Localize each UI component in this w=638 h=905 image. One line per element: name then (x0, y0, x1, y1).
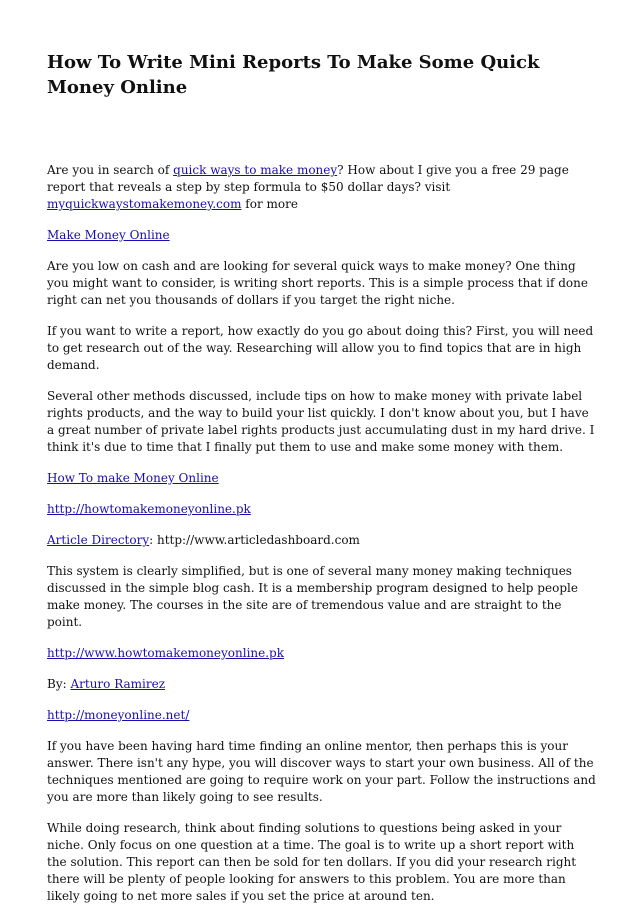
article-directory-link[interactable]: Article Directory (47, 533, 150, 547)
article-body (47, 162, 598, 905)
paragraph-plr-products: Several other methods discussed, include tips on how to make money with private label rights products, and the way to build your list quickly. I don't know about you, but I have a great number of private label rights products just accumulating dust in my hard drive. I think it's due to time that I finally put them to use and make some money with them. (47, 389, 595, 454)
paragraph-niche: While doing research, think about finding solutions to questions being asked in your niche. Only focus on one question at a time. The goal is to write up a short report with the solution. This report can then be sold for ten dollars. If you did your research right there will be plenty of people looking for answers to this problem. You are more than likely going to net more sales if you set the price at around ten. (47, 821, 577, 903)
how-to-line (47, 470, 597, 487)
paragraph-mentor: If you have been having hard time finding an online mentor, then perhaps this is your answer. There isn't any hype, you will discover ways to start your own business. All of the techniques mentioned are going to require work on your part. Follow the instructions and you are more than likely going to see results. (47, 739, 596, 804)
paragraph-intro (47, 162, 597, 213)
intro-text-before: Are you in search of (47, 163, 174, 177)
article-directory-url: : http://www.articledashboard.com (149, 533, 360, 547)
myquickways-link[interactable]: myquickwaystomakemoney.com (47, 197, 242, 211)
make-money-online-line (47, 227, 597, 244)
howtomakemoneyonline-link[interactable]: http://howtomakemoneyonline.pk (47, 502, 251, 516)
paragraph-research: If you want to write a report, how exactly do you go about doing this? First, you will need to get research out of the way. Researching will allow you to find topics that are in high demand. (47, 324, 594, 372)
url3-line (47, 707, 597, 724)
intro-text-after: for more (241, 197, 298, 211)
paragraph-low-on-cash: Are you low on cash and are looking for several quick ways to make money? One thing you might want to consider, is writing short reports. This is a simple process that if done right can net you thousands of dollars if you target the right niche. (47, 259, 588, 307)
intro-text-middle: ? How about I give you a free 29 page report that reveals a step by step formula to $50 dollar days? visit (47, 163, 569, 194)
howtomakemoneyonline-www-link[interactable]: http://www.howtomakemoneyonline.pk (47, 646, 285, 660)
article-directory-line (47, 532, 597, 549)
url1-line (47, 501, 597, 518)
byline-prefix: By: (47, 677, 71, 691)
moneyonline-link[interactable]: http://moneyonline.net/ (47, 708, 190, 722)
url2-line (47, 645, 597, 662)
make-money-online-link[interactable]: Make Money Online (47, 228, 170, 242)
byline (47, 676, 597, 693)
paragraph-system: This system is clearly simplified, but is one of several many money making techniques discussed in the simple blog cash. It is a membership program designed to help people make money. The courses in the site are of tremendous value and are straight to the point. (47, 564, 578, 629)
quick-ways-link[interactable]: quick ways to make money (173, 163, 338, 177)
article-title: How To Write Mini Reports To Make Some Quick Money Online (47, 52, 540, 98)
how-to-make-money-link[interactable]: How To make Money Online (47, 471, 219, 485)
author-link[interactable]: Arturo Ramirez (70, 677, 166, 691)
